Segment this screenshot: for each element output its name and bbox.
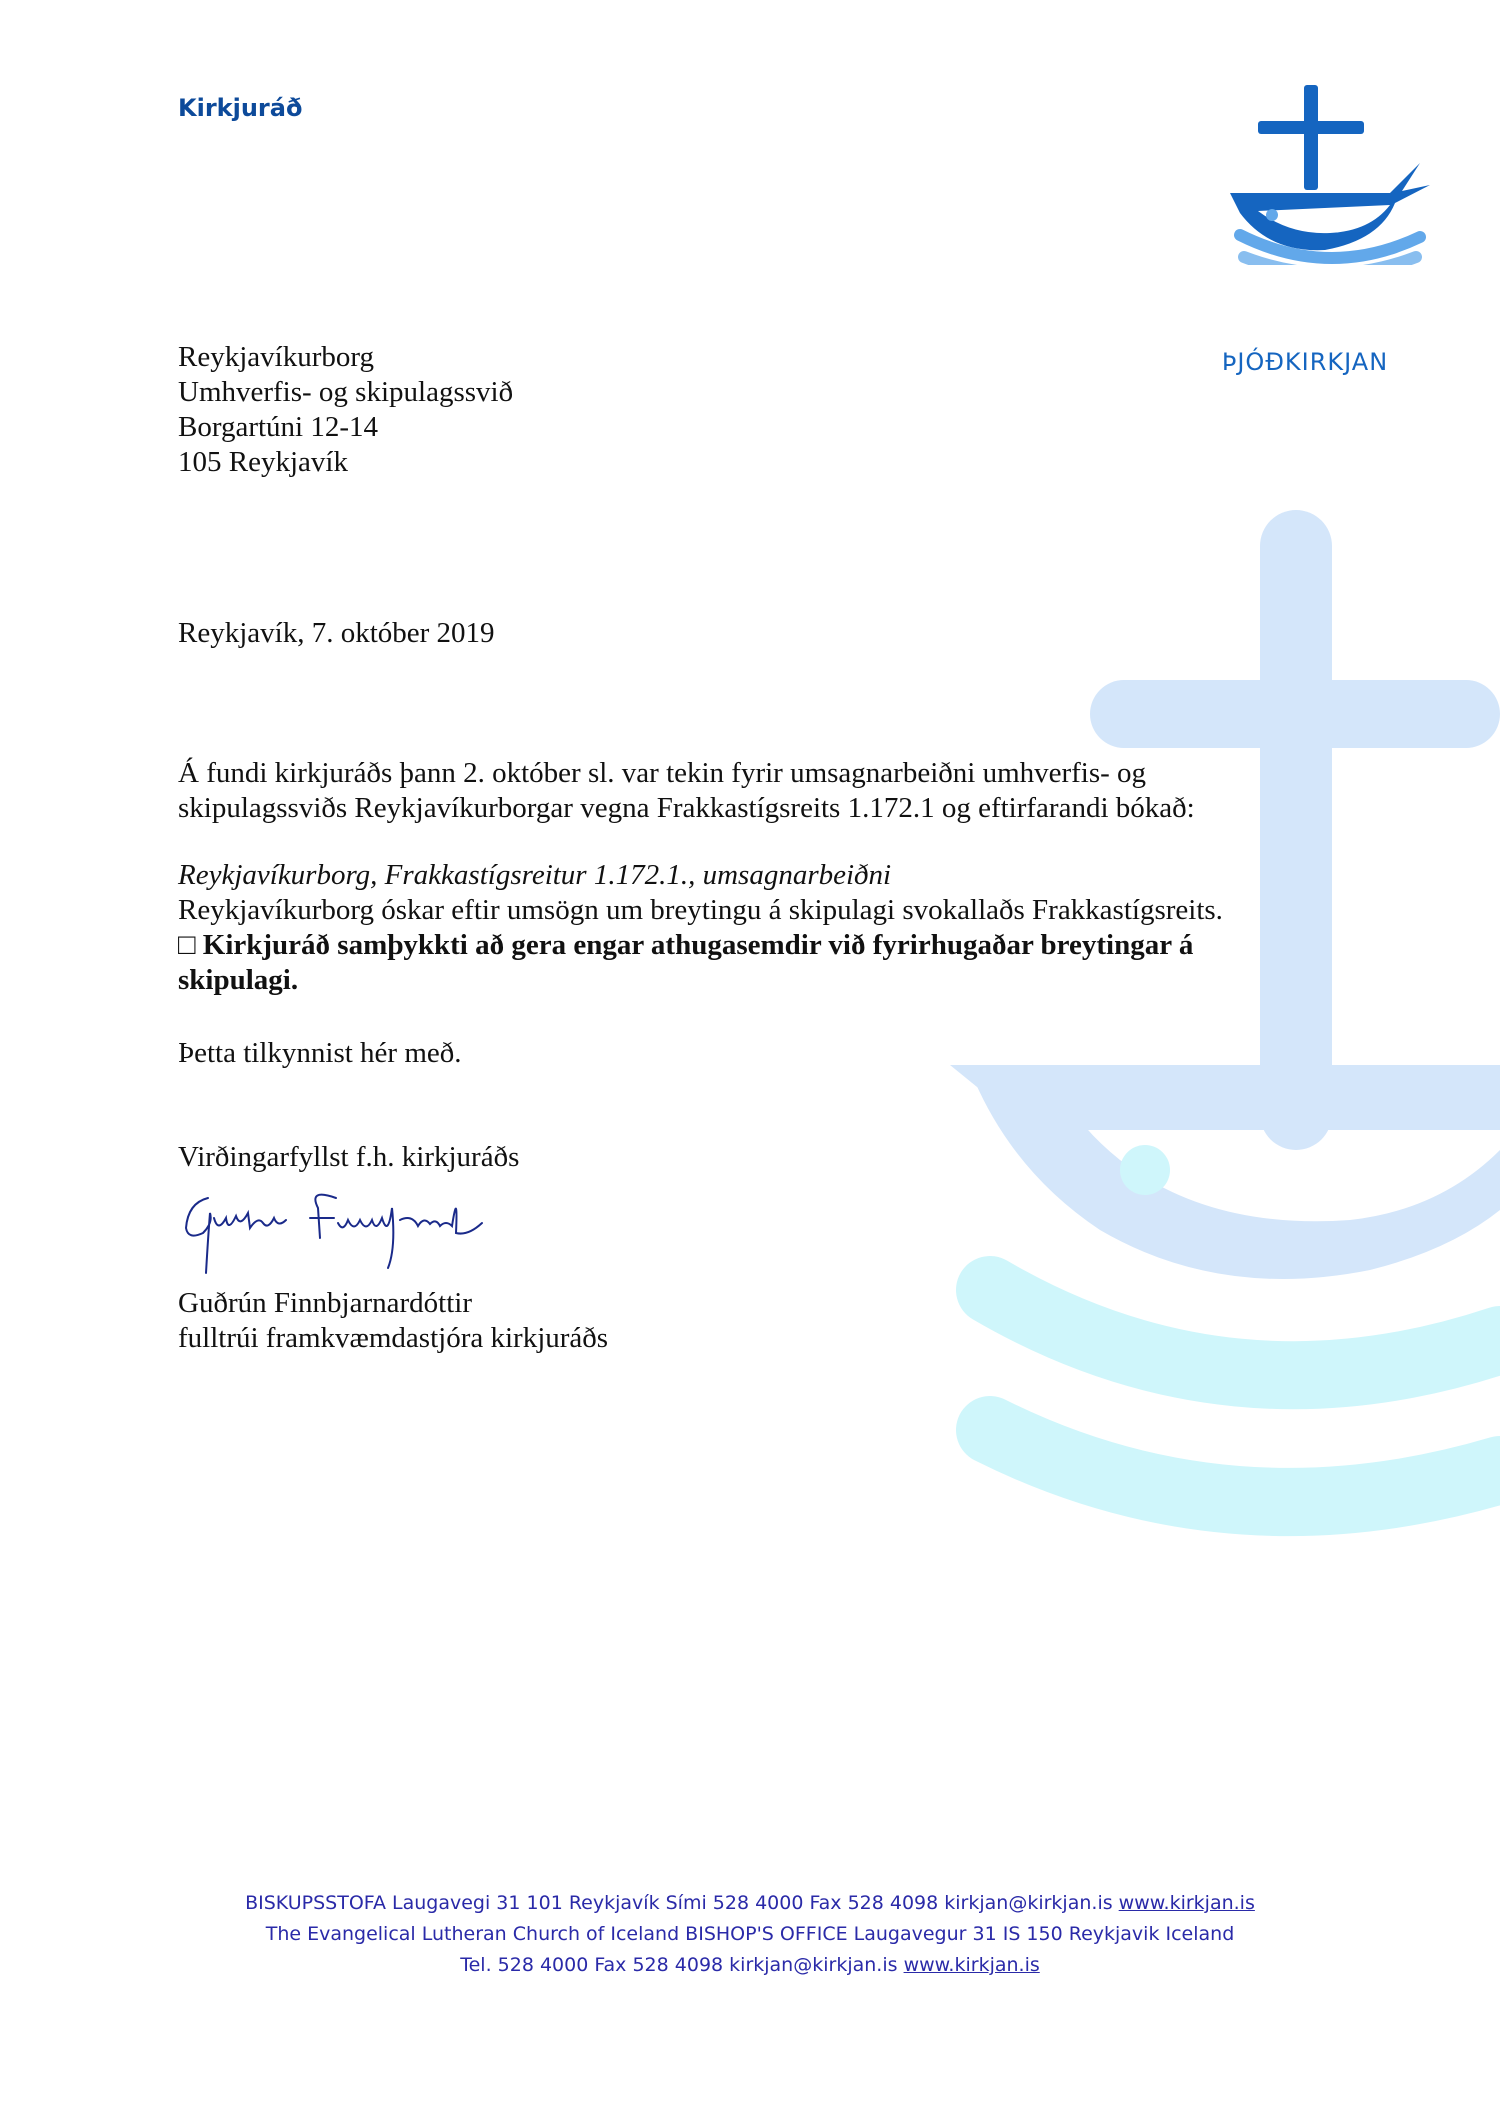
cross-boat-waves-icon: [1230, 85, 1430, 265]
case-title: Reykjavíkurborg, Frakkastígsreitur 1.172.1., umsagnarbeiðni: [178, 859, 892, 891]
watermark-cross-boat-icon: [950, 510, 1500, 1560]
footer-website-link[interactable]: www.kirkjan.is: [903, 1954, 1040, 1976]
notice-text: Þetta tilkynnist hér með.: [178, 1037, 462, 1069]
recipient-address: [178, 340, 513, 480]
signer-block: [178, 1286, 608, 1356]
footer-line-2: The Evangelical Lutheran Church of Iceland BISHOP'S OFFICE Laugavegur 31 IS 150 Reykjavik Iceland: [265, 1923, 1235, 1945]
letter-footer: [0, 1888, 1500, 1981]
closing-text: Virðingarfyllst f.h. kirkjuráðs: [178, 1141, 520, 1173]
signer-title: fulltrúi framkvæmdastjóra kirkjuráðs: [178, 1322, 609, 1354]
intro-paragraph: Á fundi kirkjuráðs þann 2. október sl. var tekin fyrir umsagnarbeiðni umhverfis- og skipulagssviðs Reykjavíkurborgar vegna Frakkastígsreits 1.172.1 og eftirfarandi bókað:: [178, 757, 1195, 824]
case-section: [178, 858, 1318, 998]
footer-website-link[interactable]: www.kirkjan.is: [1118, 1892, 1255, 1914]
footer-address-icelandic: BISKUPSSTOFA Laugavegi 31 101 Reykjavík Sími 528 4000 Fax 528 4098 kirkjan@kirkjan.is: [245, 1892, 1113, 1914]
footer-line-3: [0, 1950, 1500, 1981]
footer-contact-english: Tel. 528 4000 Fax 528 4098 kirkjan@kirkjan.is: [460, 1954, 898, 1976]
recipient-line: Borgartúni 12-14: [178, 411, 379, 443]
decision-text: □ Kirkjuráð samþykkti að gera engar athugasemdir við fyrirhugaðar breytingar á skipulagi.: [178, 929, 1194, 996]
recipient-line: Reykjavíkurborg: [178, 341, 374, 373]
organization-header: Kirkjuráð: [178, 94, 303, 122]
logo-wordmark: ÞJÓÐKIRKJAN: [1221, 348, 1389, 376]
recipient-line: 105 Reykjavík: [178, 446, 348, 478]
case-text: Reykjavíkurborg óskar eftir umsögn um breytingu á skipulagi svokallaðs Frakkastígsreits.: [178, 894, 1223, 926]
handwritten-signature: [178, 1178, 538, 1278]
recipient-line: Umhverfis- og skipulagssvið: [178, 376, 514, 408]
signer-name: Guðrún Finnbjarnardóttir: [178, 1287, 472, 1319]
footer-line-1: [0, 1888, 1500, 1919]
letter-date: Reykjavík, 7. október 2019: [178, 617, 495, 649]
